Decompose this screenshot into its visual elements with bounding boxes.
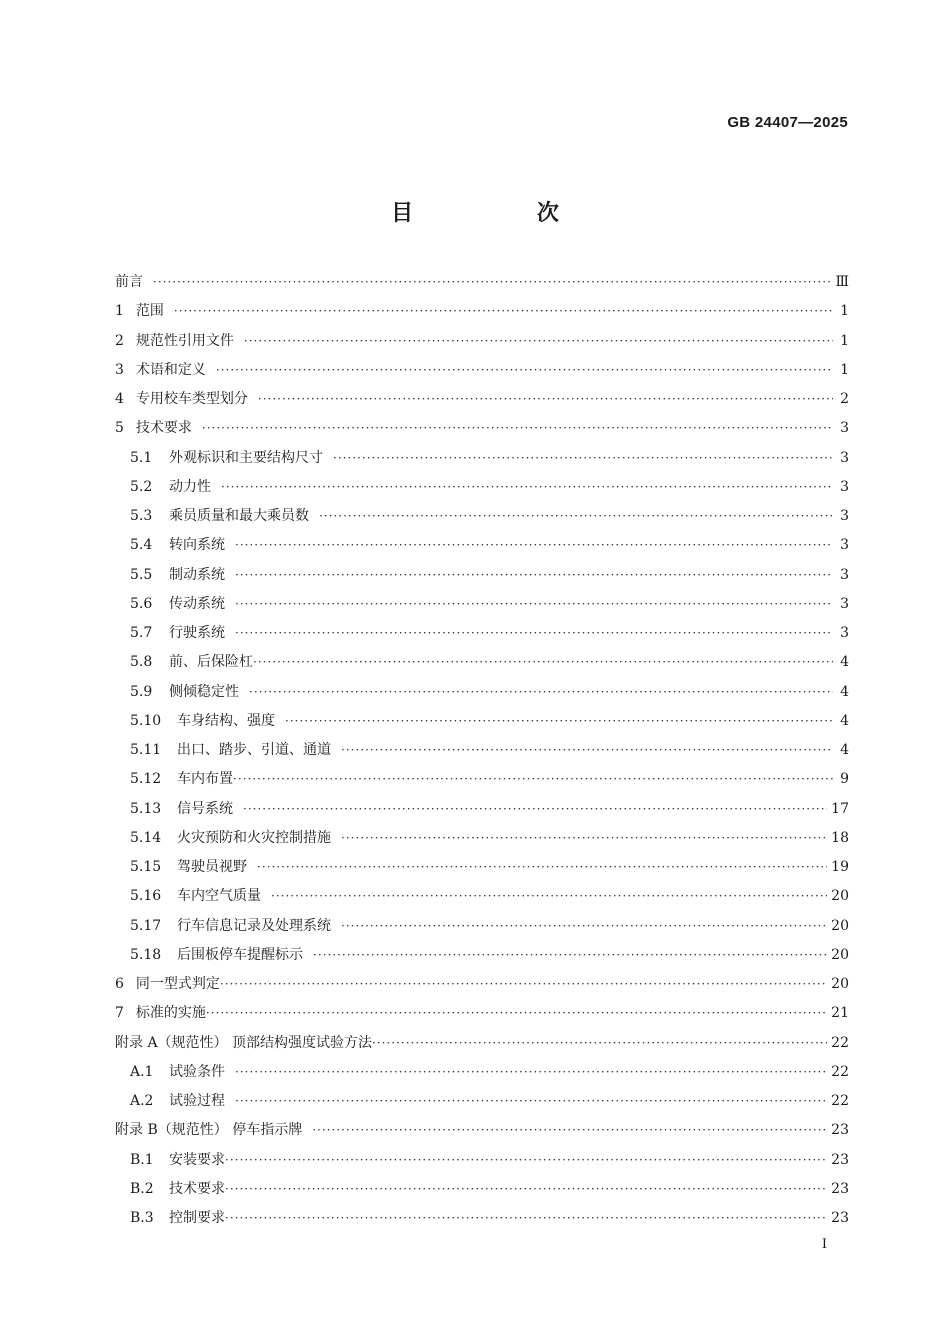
toc-leader-dots — [235, 531, 833, 560]
toc-entry[interactable] — [115, 561, 849, 590]
toc-entry-label: 试验条件 — [169, 1063, 225, 1080]
toc-entry-label: 行车信息记录及处理系统 — [177, 917, 331, 934]
toc-entry[interactable] — [115, 590, 849, 619]
toc-entry-number: 5.9 — [130, 683, 153, 700]
toc-entry-number: 1 — [115, 303, 124, 320]
toc-leader-dots — [312, 1116, 827, 1145]
toc-entry-number: 5.1 — [130, 449, 153, 466]
toc-entry-label: 动力性 — [169, 478, 211, 495]
toc-entry-label: 控制要求 — [169, 1210, 225, 1226]
toc-leader-dots — [341, 824, 827, 853]
toc-entry[interactable] — [115, 1087, 849, 1116]
toc-entry-page: 1 — [840, 361, 849, 378]
toc-leader-dots — [235, 1058, 827, 1087]
toc-entry-label: 信号系统 — [177, 800, 233, 817]
toc-entry[interactable] — [115, 356, 849, 385]
toc-entry-label: 车内布置 — [177, 771, 233, 788]
toc-leader-dots — [233, 765, 833, 794]
toc-entry-page: 21 — [831, 1005, 849, 1022]
toc-entry-page: 22 — [831, 1034, 849, 1051]
toc-leader-dots — [372, 1029, 827, 1058]
toc-entry-label: 后围板停车提醒标示 — [177, 946, 303, 963]
toc-leader-dots — [153, 268, 831, 297]
toc-entry-page: 3 — [840, 625, 849, 641]
toc-entry-number: 5.17 — [130, 917, 162, 934]
toc-entry-number: 5.11 — [130, 742, 162, 758]
toc-leader-dots — [235, 590, 833, 619]
toc-leader-dots — [249, 678, 833, 707]
table-of-contents — [115, 268, 849, 1233]
toc-leader-dots — [225, 1204, 827, 1233]
toc-leader-dots — [225, 1175, 827, 1204]
toc-entry-page: 23 — [831, 1151, 849, 1168]
toc-entry[interactable] — [115, 1058, 849, 1087]
toc-leader-dots — [257, 853, 827, 882]
toc-entry-label: 行驶系统 — [169, 625, 225, 641]
toc-entry-page: 3 — [840, 508, 849, 524]
toc-entry[interactable] — [115, 444, 849, 473]
toc-leader-dots — [220, 970, 827, 999]
toc-leader-dots — [221, 473, 833, 502]
toc-entry-label: 乘员质量和最大乘员数 — [169, 508, 309, 524]
toc-entry[interactable] — [115, 824, 849, 853]
toc-leader-dots — [271, 882, 827, 911]
toc-entry[interactable] — [115, 999, 849, 1028]
toc-entry-number: B.1 — [130, 1151, 154, 1168]
standard-code: GB 24407—2025 — [727, 114, 848, 131]
toc-entry[interactable] — [115, 531, 849, 560]
toc-entry-label: 外观标识和主要结构尺寸 — [169, 449, 323, 466]
toc-entry-page: 23 — [831, 1122, 849, 1139]
toc-entry-page: 3 — [840, 420, 849, 437]
toc-entry-page: 9 — [840, 771, 849, 788]
toc-entry-page: 22 — [831, 1093, 849, 1109]
toc-entry-label: 车内空气质量 — [177, 888, 261, 905]
toc-entry-number: 5 — [115, 420, 124, 437]
toc-entry-number: 3 — [115, 361, 124, 378]
toc-leader-dots — [313, 941, 827, 970]
toc-entry-number: 5.8 — [130, 654, 153, 671]
toc-entry-page: 4 — [840, 712, 849, 729]
toc-leader-dots — [244, 327, 833, 356]
toc-entry-number: 5.16 — [130, 888, 162, 905]
toc-entry-label: 前、后保险杠 — [169, 654, 253, 671]
toc-entry-page: 1 — [840, 332, 849, 349]
toc-entry-page: 20 — [831, 946, 849, 963]
toc-leader-dots — [333, 444, 833, 473]
toc-entry[interactable] — [115, 853, 849, 882]
toc-entry-number: 5.4 — [130, 537, 153, 554]
toc-entry[interactable] — [115, 678, 849, 707]
toc-entry-page: 17 — [831, 800, 849, 817]
toc-entry-label: 驾驶员视野 — [177, 859, 247, 875]
page-title: 目 次 — [391, 201, 617, 226]
toc-entry-page: 23 — [831, 1210, 849, 1226]
toc-leader-dots — [202, 414, 833, 443]
toc-entry[interactable] — [115, 970, 849, 999]
toc-entry[interactable] — [115, 707, 849, 736]
toc-leader-dots — [216, 356, 833, 385]
toc-entry[interactable] — [115, 1146, 849, 1175]
toc-entry-page: 1 — [840, 303, 849, 320]
toc-entry-number: 5.2 — [130, 478, 153, 495]
toc-entry[interactable] — [115, 648, 849, 677]
toc-entry-page: 22 — [831, 1063, 849, 1080]
toc-entry-number: 2 — [115, 332, 124, 349]
toc-entry[interactable] — [115, 327, 849, 356]
toc-entry-label: 车身结构、强度 — [177, 712, 275, 729]
toc-entry[interactable] — [115, 473, 849, 502]
toc-entry[interactable] — [115, 385, 849, 414]
toc-leader-dots — [225, 1146, 827, 1175]
toc-entry[interactable] — [115, 1175, 849, 1204]
toc-entry-number: B.3 — [130, 1210, 154, 1226]
toc-leader-dots — [235, 561, 833, 590]
toc-entry-number: 5.6 — [130, 595, 153, 612]
toc-leader-dots — [253, 648, 833, 677]
toc-entry-number: 5.18 — [130, 946, 162, 963]
toc-entry-number: 5.3 — [130, 508, 153, 524]
toc-entry[interactable] — [115, 941, 849, 970]
toc-entry-label: 附录 B（规范性） 停车指示牌 — [115, 1122, 303, 1139]
toc-entry[interactable] — [115, 795, 849, 824]
toc-entry-label: 规范性引用文件 — [135, 332, 234, 349]
toc-leader-dots — [243, 795, 827, 824]
toc-leader-dots — [285, 707, 833, 736]
toc-entry-page: 3 — [840, 449, 849, 466]
toc-entry-number: 5.12 — [130, 771, 162, 788]
toc-entry[interactable] — [115, 912, 849, 941]
toc-entry-number: 5.14 — [130, 829, 162, 846]
toc-entry-label: 转向系统 — [169, 537, 225, 554]
toc-entry-label: 制动系统 — [169, 566, 225, 583]
toc-entry-label: 技术要求 — [135, 420, 192, 437]
toc-entry-label: 标准的实施 — [135, 1005, 206, 1022]
toc-entry-page: 2 — [840, 391, 849, 407]
toc-entry[interactable] — [115, 1029, 849, 1058]
toc-entry-label: 同一型式判定 — [135, 976, 220, 992]
toc-entry-label: 术语和定义 — [135, 361, 206, 378]
toc-entry-page: 18 — [831, 829, 849, 846]
toc-entry-number: 5.10 — [130, 712, 162, 729]
toc-entry-number: 4 — [115, 391, 124, 407]
toc-entry-label: 侧倾稳定性 — [169, 683, 239, 700]
toc-entry-number: A.1 — [130, 1063, 154, 1080]
toc-entry-label: 范围 — [135, 303, 164, 320]
toc-entry[interactable] — [115, 765, 849, 794]
toc-entry[interactable] — [115, 502, 849, 531]
toc-entry-page: 3 — [840, 566, 849, 583]
toc-entry[interactable] — [115, 882, 849, 911]
toc-entry-page: 4 — [840, 654, 849, 671]
toc-entry-label: 专用校车类型划分 — [135, 391, 248, 407]
toc-entry-page: 4 — [840, 683, 849, 700]
toc-entry[interactable] — [115, 414, 849, 443]
toc-entry-number: 6 — [115, 976, 124, 992]
toc-leader-dots — [319, 502, 833, 531]
toc-entry-label: 附录 A（规范性） 顶部结构强度试验方法 — [115, 1034, 373, 1051]
toc-entry-number: 5.5 — [130, 566, 153, 583]
toc-entry[interactable] — [115, 1116, 849, 1145]
toc-entry-page: 20 — [831, 888, 849, 905]
toc-entry-page: 19 — [831, 859, 849, 875]
toc-entry-page: 23 — [831, 1180, 849, 1197]
toc-entry[interactable] — [115, 1204, 849, 1233]
toc-entry-number: 5.15 — [130, 859, 162, 875]
toc-entry-label: 前言 — [115, 274, 143, 290]
toc-leader-dots — [174, 297, 833, 326]
toc-entry-number: 7 — [115, 1005, 124, 1022]
page-number: I — [821, 1237, 827, 1252]
toc-entry-number: 5.7 — [130, 625, 153, 641]
toc-entry-label: 出口、踏步、引道、通道 — [177, 742, 331, 758]
toc-entry-label: 火灾预防和火灾控制措施 — [177, 829, 331, 846]
toc-entry-label: 试验过程 — [169, 1093, 225, 1109]
toc-entry-page: 4 — [840, 742, 849, 758]
toc-entry-page: 20 — [831, 976, 849, 992]
toc-entry-page: 3 — [840, 537, 849, 554]
toc-leader-dots — [235, 1087, 827, 1116]
toc-entry-page: 3 — [840, 595, 849, 612]
toc-entry-number: A.2 — [130, 1093, 154, 1109]
toc-entry-page: Ⅲ — [835, 274, 849, 290]
toc-entry-number: B.2 — [130, 1180, 154, 1197]
toc-entry[interactable] — [115, 736, 849, 765]
toc-leader-dots — [206, 999, 827, 1028]
toc-entry[interactable] — [115, 297, 849, 326]
toc-entry-number: 5.13 — [130, 800, 162, 817]
toc-entry[interactable] — [115, 619, 849, 648]
toc-entry-page: 20 — [831, 917, 849, 934]
toc-entry-label: 传动系统 — [169, 595, 225, 612]
toc-entry[interactable] — [115, 268, 849, 297]
toc-entry-label: 安装要求 — [169, 1151, 225, 1168]
toc-leader-dots — [235, 619, 833, 648]
toc-leader-dots — [258, 385, 833, 414]
toc-entry-label: 技术要求 — [169, 1180, 225, 1197]
toc-leader-dots — [341, 912, 827, 941]
toc-leader-dots — [341, 736, 833, 765]
toc-entry-page: 3 — [840, 478, 849, 495]
